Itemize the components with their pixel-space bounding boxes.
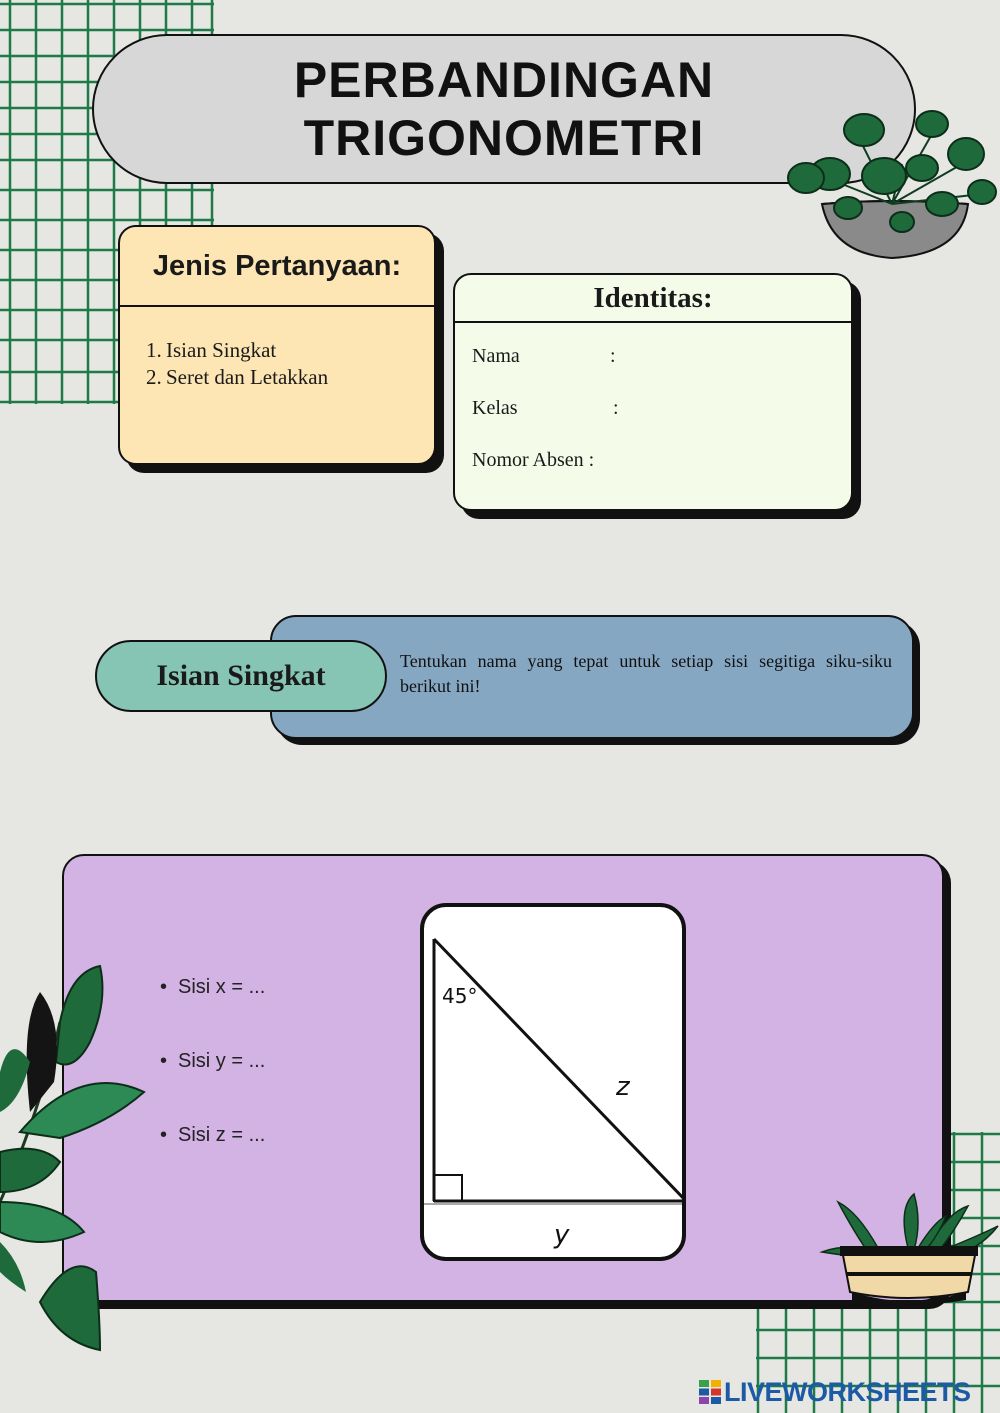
base-label: y	[554, 1220, 570, 1250]
list-number: 1.	[146, 338, 162, 362]
list-item	[146, 364, 434, 391]
identity-heading: Identitas:	[455, 275, 851, 323]
answer-side-x[interactable]: • Sisi x = ...	[160, 976, 265, 1050]
name-label: Nama	[472, 345, 520, 367]
answer-side-z[interactable]: • Sisi z = ...	[160, 1124, 265, 1198]
right-angle-marker	[434, 1175, 462, 1201]
leaf-decoration-icon	[0, 962, 150, 1354]
angle-label: 45°	[442, 984, 478, 1008]
question-types-list	[120, 307, 434, 391]
hypotenuse-label: z	[616, 1072, 630, 1102]
section-tag: Isian Singkat	[95, 640, 387, 712]
name-colon: :	[610, 345, 616, 367]
list-item	[146, 337, 434, 364]
brand-footer	[698, 1376, 994, 1408]
list-label: Isian Singkat	[166, 338, 277, 362]
absence-number-label: Nomor Absen :	[472, 449, 595, 471]
answer-side-y[interactable]: • Sisi y = ...	[160, 1050, 265, 1124]
liveworksheets-logo-icon	[698, 1379, 722, 1405]
title-line-1: PERBANDINGAN	[293, 52, 715, 108]
class-colon: :	[613, 397, 619, 419]
potted-plant-icon	[782, 104, 998, 264]
identity-card	[453, 273, 853, 511]
instruction-text: Tentukan nama yang tepat untuk setiap sisi segitiga siku-siku berikut ini!	[400, 651, 892, 696]
triangle-figure	[420, 903, 686, 1261]
brand-name: LIVEWORKSHEETS	[724, 1376, 971, 1407]
list-number: 2.	[146, 365, 162, 389]
answer-list	[160, 976, 265, 1198]
triangle-side-z	[434, 939, 682, 1201]
question-types-card	[118, 225, 436, 465]
class-label: Kelas	[472, 397, 518, 419]
potted-plant-small-icon	[818, 1192, 1000, 1310]
right-triangle-diagram	[424, 907, 682, 1257]
list-label: Seret dan Letakkan	[166, 365, 329, 389]
title-line-2: TRIGONOMETRI	[303, 110, 705, 166]
question-types-heading: Jenis Pertanyaan:	[120, 227, 434, 307]
